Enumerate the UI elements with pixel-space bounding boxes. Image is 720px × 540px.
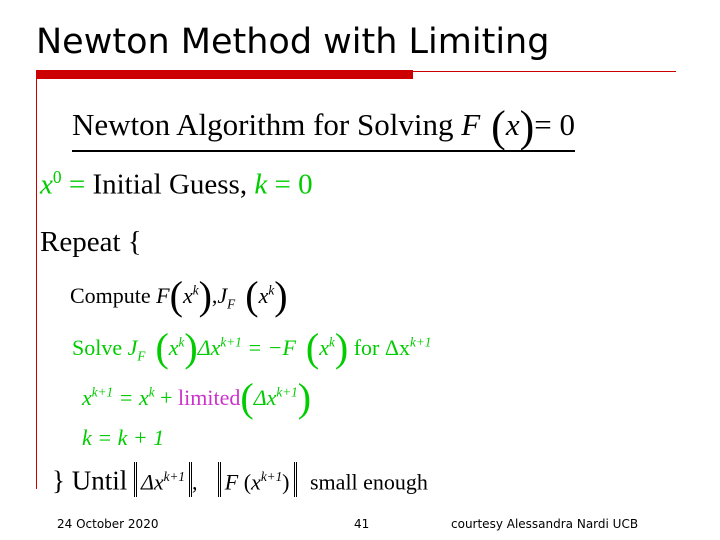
compute-subF: F <box>227 296 236 312</box>
init-sup: 0 <box>52 167 62 187</box>
compute-text: Compute <box>70 283 157 308</box>
heading-text: Newton Algorithm for Solving <box>72 107 462 142</box>
solve-x2: x <box>319 335 330 360</box>
footer-credit: courtesy Alessandra Nardi UCB <box>451 517 639 531</box>
until-supk1b: k+1 <box>260 469 283 484</box>
k-increment-line: k = k + 1 <box>82 425 165 450</box>
init-text: Initial Guess, <box>92 168 255 201</box>
solve-x: x <box>168 335 179 360</box>
until-F: F <box>224 469 239 495</box>
init-eq2: = 0 <box>267 168 313 201</box>
footer-date: 24 October 2020 <box>57 517 159 531</box>
compute-F: F <box>156 283 170 308</box>
until-comma: , <box>192 469 198 495</box>
solve-supk2: k <box>329 334 335 350</box>
compute-line: Compute $F(x^k),J_F$ $(x^k)$ <box>70 273 288 318</box>
update-supk: k <box>148 384 155 400</box>
solve-J: J <box>127 335 138 360</box>
heading-eq: = 0 <box>534 107 575 142</box>
until-line <box>52 462 428 497</box>
solve-eq: = −F <box>241 335 296 360</box>
compute-supk2: k <box>268 282 275 298</box>
update-plus: + <box>154 385 179 410</box>
until-x: x <box>251 469 261 495</box>
slide-title: Newton Method with Limiting <box>36 22 550 62</box>
update-limited: limited <box>178 385 241 410</box>
update-eq: = x <box>113 385 149 410</box>
delta-norm <box>134 462 192 497</box>
update-supk1: k+1 <box>91 384 114 400</box>
init-x: x <box>40 168 53 201</box>
solve-supk1b: k+1 <box>410 334 432 350</box>
initial-guess-line <box>40 167 313 202</box>
compute-J: J <box>217 283 228 308</box>
init-k: k <box>254 168 268 201</box>
solve-supk: k <box>178 334 185 350</box>
update-delta: Δx <box>253 385 277 410</box>
algorithm-heading: Newton Algorithm for Solving F (x)= 0 <box>72 102 575 151</box>
compute-comma: , <box>211 283 218 308</box>
until-text: } Until <box>52 465 134 496</box>
title-underline-rule <box>413 71 676 72</box>
heading-x: x <box>505 107 520 142</box>
title-underline-bar <box>36 70 413 79</box>
heading-F: F <box>461 107 481 142</box>
compute-supk: k <box>192 282 199 298</box>
solve-subF: F <box>137 348 146 364</box>
solve-for: for Δx <box>348 335 411 360</box>
until-small-enough: small enough <box>310 469 428 495</box>
left-margin-rule <box>36 79 37 489</box>
update-line: $x^{k+1} = x^k$ + $limited(\Delta x^{k+1})$ <box>82 375 312 420</box>
repeat-line: Repeat { <box>40 226 142 258</box>
residual-norm: F $(x^{k+1})$ <box>218 462 297 497</box>
solve-delta: Δx <box>197 335 221 360</box>
until-delta: Δx <box>140 469 164 495</box>
compute-x: x <box>182 283 193 308</box>
until-supk1: k+1 <box>163 469 186 484</box>
update-x: x <box>82 385 92 410</box>
solve-line: Solve $J_F$ $(x^k)\Delta x^{k+1} = -F$ $(x^k)$ for $\Delta x^{k+1}$ <box>72 325 432 370</box>
update-supk1b: k+1 <box>276 384 298 400</box>
solve-supk1: k+1 <box>220 334 242 350</box>
compute-x2: x <box>258 283 269 308</box>
footer-page-number: 41 <box>354 517 370 531</box>
solve-text: Solve <box>72 335 128 360</box>
init-eq: = <box>61 168 93 201</box>
